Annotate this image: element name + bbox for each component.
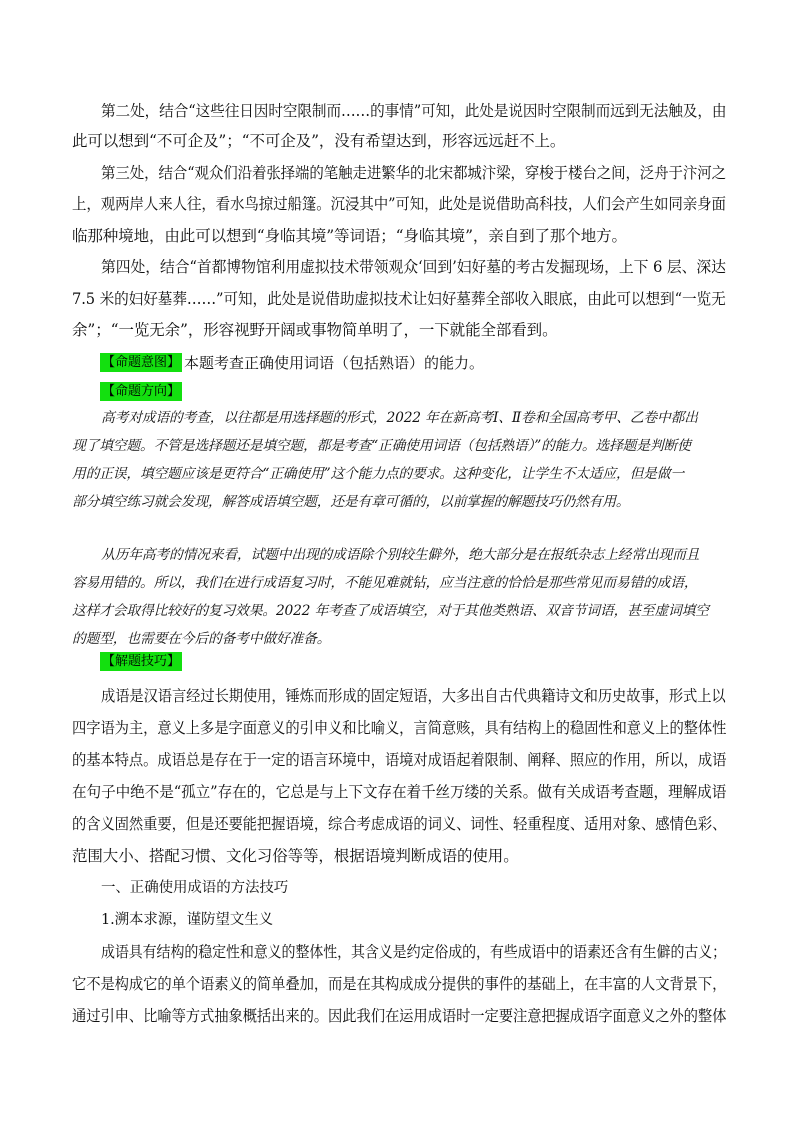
technique-p2-line-3: 通过引申、比喻等方式抽象概括出来的。因此我们在运用成语时一定要注意把握成语字面意义之外的整体 — [72, 1007, 727, 1025]
direction-p1-line-2: 现了填空题。不管是选择题还是填空题，都是考查“正确使用词语（包括熟语）”的能力。选择题是判断使 — [72, 438, 691, 454]
technique-p1-line-1: 成语是汉语言经过长期使用，锤炼而形成的固定短语，大多出自古代典籍诗文和历史故事，形式上以 — [101, 687, 726, 705]
subheading: 1.溯本求源，谨防望文生义 — [101, 912, 274, 928]
technique-p1-line-5: 的含义固然重要，但是还要能把握语境，综合考虑成语的词义、词性、轻重程度、适用对象、感情色彩、 — [72, 815, 727, 833]
technique-p1-line-2: 四字语为主，意义上多是字面意义的引申义和比喻义，言简意赅，具有结构上的稳固性和意义上的整体性 — [72, 719, 727, 737]
direction-tag: 【命题方向】 — [102, 384, 181, 399]
direction-p2-line-1: 从历年高考的情况来看，试题中出现的成语除个别较生僻外，绝大部分是在报纸杂志上经常出现而且 — [101, 547, 700, 563]
technique-tag: 【解题技巧】 — [102, 654, 181, 669]
direction-p2-line-2: 容易用错的。所以，我们在进行成语复习时，不能见难就钻，应当注意的恰恰是那些常见而易错的成语， — [72, 575, 698, 591]
direction-p1-line-4: 部分填空练习就会发现，解答成语填空题，还是有章可循的，以前掌握的解题技巧仍然有用。 — [72, 494, 630, 510]
analysis-p3-line-3: 临那种境地，由此可以想到“身临其境”等词语；“身临其境”，亲自到了那个地方。 — [72, 227, 627, 245]
technique-p1-line-3: 的基本特点。成语总是存在于一定的语言环境中，语境对成语起着限制、阐释、照应的作用，所以，成语 — [72, 751, 727, 769]
analysis-p2-line-2: 此可以想到“不可企及”；“不可企及”，没有希望达到，形容远远赶不上。 — [72, 132, 566, 150]
technique-p1-line-4: 在句子中绝不是“孤立”存在的，它总是与上下文存在着千丝万缕的关系。做有关成语考查题，理解成语 — [72, 783, 727, 801]
technique-p2-line-2: 它不是构成它的单个语素义的简单叠加，而是在其构成成分提供的事件的基础上，在丰富的人文背景下， — [72, 975, 727, 993]
intent-tag: 【命题意图】 — [102, 355, 181, 370]
direction-p2-line-4: 的题型，也需要在今后的备考中做好准备。 — [72, 631, 331, 647]
section-heading: 一、正确使用成语的方法技巧 — [101, 880, 289, 896]
analysis-p3-line-2: 上，观两岸人来人往，看水鸟掠过船篷。沉浸其中”可知，此处是说借助高科技，人们会产生如同亲身面 — [72, 195, 726, 213]
analysis-p2-line-1: 第二处，结合“这些往日因时空限制而……的事情”可知，此处是说因时空限制而远到无法触及，由 — [101, 102, 727, 120]
direction-p1-line-3: 用的正误，填空题应该是更符合“正确使用”这个能力点的要求。这种变化，让学生不太适应，但是做一 — [72, 466, 684, 482]
analysis-p3-line-1: 第三处，结合“观众们沿着张择端的笔触走进繁华的北宋都城汴梁，穿梭于楼台之间，泛舟于汴河之 — [101, 164, 727, 182]
technique-p1-line-6: 范围大小、搭配习惯、文化习俗等等，根据语境判断成语的使用。 — [72, 847, 519, 865]
analysis-p4-line-3: 余”；“一览无余”，形容视野开阔或事物简单明了，一下就能全部看到。 — [72, 321, 558, 339]
direction-p2-line-3: 这样才会取得比较好的复习效果。2022 年考查了成语填空，对于其他类熟语、双音节词语，甚至虚词填空 — [72, 603, 709, 619]
analysis-p4-line-1: 第四处，结合“首都博物馆利用虚拟技术带领观众‘回到’妇好墓的考古发掘现场，上下 6 层、深达 — [101, 258, 726, 276]
intent-text: 本题考查正确使用词语（包括熟语）的能力。 — [184, 354, 485, 372]
analysis-p4-line-2: 7.5 米的妇好墓葬……”可知，此处是说借助虚拟技术让妇好墓葬全部收入眼底，由此可以想到“一览无 — [72, 290, 726, 308]
direction-p1-line-1: 高考对成语的考查，以往都是用选择题的形式，2022 年在新高考Ⅰ、Ⅱ卷和全国高考甲、乙卷中都出 — [101, 410, 698, 426]
technique-p2-line-1: 成语具有结构的稳定性和意义的整体性，其含义是约定俗成的，有些成语中的语素还含有生僻的古义； — [101, 943, 727, 961]
